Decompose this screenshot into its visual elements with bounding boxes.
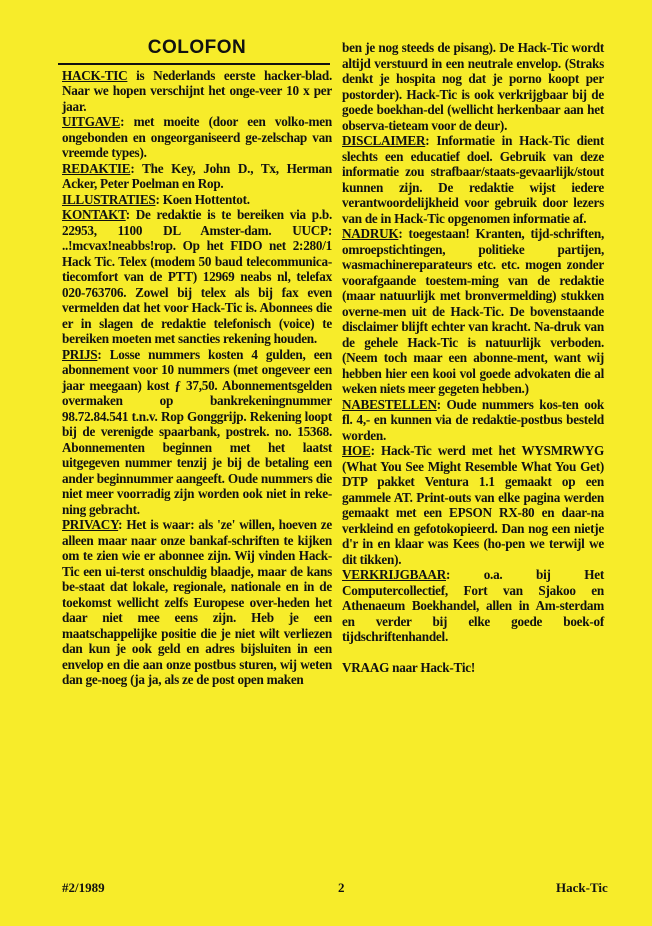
left-column [62, 37, 332, 688]
section-text: : The Key, John D., Tx, Herman Acker, Peter Poelman en Rop. [62, 160, 332, 191]
section-heading: NABESTELLEN [342, 396, 437, 412]
section-text: : Hack-Tic werd met het WYSMRWYG (What You See Might Resemble What You Get) DTP pakket Ventura 1.1 gemaakt op een gammele AT. Print-outs van elke pagina werden gemaakt met een EPSON RX-80 en daar-na verkleind en gefotokopieerd. Dan nog een nietje d'r in en klaar was Kees (ho-pen we terwijl we dit tikken). [342, 443, 604, 567]
spacer [342, 645, 604, 660]
section-heading: PRIVACY [62, 517, 119, 532]
colofon-paragraph [342, 40, 604, 133]
section-heading: NADRUK [342, 226, 399, 241]
page-number: 2 [338, 880, 345, 895]
section-text: : De redaktie is te bereiken via p.b. 22953, 1100 DL Amster-dam. UUCP: ..!mcvax!neabbs!rop. Op het FIDO net 2:280/1 Hack Tic. Telex (modem 50 baud telecommunica-tiecomfort van de PTT) 12969 neabs nl, telefax 020-763706. Zowel bij telex als bij fax even vermelden dat het voor Hack-Tic is. Abonnees die er in slagen de redaktie telefonisch (voice) te bereiken moeten met sancties rekening houden. [62, 207, 332, 346]
section-text: : Losse nummers kosten 4 gulden, een abonnement voor 10 nummers (met ongeveer een jaar meegaan) kost ƒ 37,50. Abonnementsgelden overmaken op bankrekeningnummer 98.72.84.541 t.n.v. Rop Gonggrijp. Rekening loopt bij de verenigde spaarbank, postrek. no. 15368. Abonnementen beginnen met het laatst uitgegeven nummer tenzij je bij de betaling een ander beginnummer aangeeft. Oude nummers die niet meer voorradig zijn worden ook niet in reke-ning gebracht. [62, 346, 332, 517]
section-heading: REDAKTIE [62, 160, 131, 176]
section-text: : met moeite (door een volko-men ongebonden en ongeorganiseerd ge-zelschap van vreemde types). [62, 114, 332, 160]
section-text: : Koen Hottentot. [155, 191, 250, 207]
brand-name: Hack-Tic [556, 880, 608, 895]
section-text: : Oude nummers kos-ten ook fl. 4,- en kunnen via de redaktie-postbus besteld worden. [342, 396, 604, 443]
section-heading: VERKRIJGBAAR [342, 567, 446, 582]
colofon-paragraph [342, 226, 604, 397]
section-text: : toegestaan! Kranten, tijd-schriften, omroepstichtingen, politieke partijen, wasmachinereparateurs etc. etc. mogen zonder voorafgaande toestem-ming van de redaktie (maar natuurlijk met bronvermelding) stukken overne-men uit de Hack-Tic. De bovenstaande disclaimer blijft echter van kracht. Na-druk van de gehele Hack-Tic is natuurlijk verboden. (Neem toch maar een abonne-ment, want wij hebben hier een kooi vol goede advokaten die al weken niets meer gegeten hebben.) [342, 226, 604, 396]
colofon-paragraph [62, 347, 332, 518]
colofon-paragraph [342, 567, 604, 645]
colofon-paragraph [62, 207, 332, 347]
colofon-paragraph [62, 161, 332, 192]
page-title: COLOFON [147, 37, 247, 58]
colofon-paragraph [62, 517, 332, 688]
right-column [342, 40, 604, 675]
section-heading: UITGAVE [62, 114, 121, 129]
section-heading: KONTAKT [62, 207, 126, 222]
colofon-paragraph [342, 443, 604, 567]
colofon-paragraph [342, 133, 604, 226]
colofon-paragraph [62, 68, 332, 115]
section-heading: ILLUSTRATIES [62, 191, 156, 207]
section-heading: HOE [342, 443, 371, 458]
colofon-paragraph [342, 397, 604, 444]
section-heading: HACK-TIC [62, 67, 128, 83]
section-text: is Nederlands eerste hacker-blad. Naar we hopen verschijnt het onge-veer 10 x per jaar. [62, 67, 332, 114]
section-heading: PRIJS [62, 346, 98, 362]
colofon-paragraph [342, 660, 604, 676]
section-text: : Het is waar: als 'ze' willen, hoeven ze alleen maar naar onze bankaf-schriften te kijken om te zien wie er abonnee zijn. Wij vinden Hack-Tic een ui-terst onschuldig blaadje, maar de kans be-staat dat lokale, regionale, nationale en in de toekomst wellicht zelfs Europese over-heden het daar niet mee eens zijn. Heb je een maatschappelijke positie die je niet wilt verliezen dan kun je ook geld en adres bijsluiten in een envelop en die aan onze postbus sturen, wij weten dan ge-noeg (ja ja, als ze de post open maken [62, 517, 332, 687]
colofon-paragraph [62, 192, 332, 208]
section-text: : o.a. bij Het Computercollectief, Fort van Sjakoo en Athenaeum Boekhandel, allen in Am-sterdam en verder bij elke goede boek-of tijdschriftenhandel. [342, 567, 604, 644]
section-text: : Informatie in Hack-Tic dient slechts een educatief doel. Gebruik van deze informatie zou strafbaar/staats-gevaarlijk/stout kunnen zijn. De redaktie wijst iedere verantwoordelijkheid voor gebruik door lezers van de in Hack-Tic opgenomen informatie af. [342, 133, 604, 226]
colofon-paragraph [62, 114, 332, 161]
section-text: ben je nog steeds de pisang). De Hack-Tic wordt altijd verstuurd in een neutrale envelop. (Straks denkt je hospita nog dat je porno koopt per postorder). Hack-Tic is ook verkrijgbaar bij de goede boekhan-del (wellicht herkenbaar aan het observa-tieteam voor de deur). [342, 40, 604, 133]
issue-number: #2/1989 [62, 880, 105, 895]
section-text: VRAAG naar Hack-Tic! [342, 659, 475, 675]
section-heading: DISCLAIMER [342, 133, 426, 148]
